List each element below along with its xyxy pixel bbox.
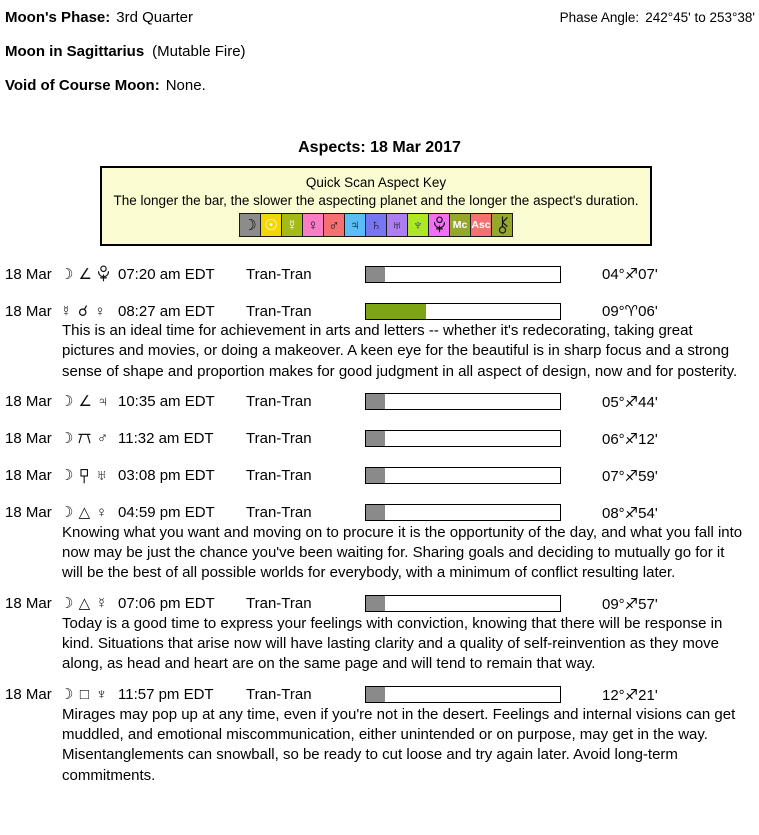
phase-angle-value: 242°45' to 253°38': [645, 10, 755, 25]
key-cell-jupiter: [345, 214, 366, 236]
square-icon: □: [79, 686, 89, 704]
trine-icon: △: [78, 504, 91, 522]
moon-icon: ☽: [60, 467, 74, 485]
sesquiquadrate-icon: [78, 468, 90, 484]
aspect-block: [0, 301, 759, 382]
pluto-icon: [97, 265, 110, 283]
aspect-symbols: [60, 265, 118, 283]
aspect-row: [0, 466, 759, 486]
aspect-description: This is an ideal time for achievement in arts and letters -- whether it's redecorating, taking great pictures and movies, or doing a makeover. A keen eye for the beautiful is in sharp focus and a strong sense of shape and proportion makes for good judgment in all aspect of design, now and for posterity.: [62, 322, 738, 380]
aspect-block: [0, 685, 759, 786]
moon-icon: ☽: [60, 686, 74, 704]
aspect-block: [0, 429, 759, 449]
moons-phase-label: Moon's Phase:: [5, 9, 111, 26]
duration-bar-fill: [366, 505, 385, 520]
aspect-position: 07°♐59': [602, 467, 658, 485]
aspect-row: [0, 685, 759, 705]
duration-bar: [365, 504, 561, 521]
duration-bar-fill: [366, 596, 385, 611]
aspect-type-label: Tran-Tran: [246, 467, 312, 485]
key-cell-saturn: [366, 214, 387, 236]
aspect-symbols: [60, 596, 118, 611]
ascendant-icon: Asc: [471, 218, 491, 231]
aspect-type-label: Tran-Tran: [246, 302, 312, 320]
aspect-block: [0, 264, 759, 284]
aspect-time: 07:06 pm EDT: [118, 595, 215, 613]
duration-bar-fill: [366, 468, 385, 483]
mercury-icon: ☿: [95, 595, 108, 613]
key-cell-midheaven: [450, 214, 471, 236]
duration-bar-fill: [366, 687, 385, 702]
conjunction-icon: ☌: [77, 302, 89, 320]
moon-sign-note: (Mutable Fire): [152, 43, 246, 60]
neptune-icon: ♆: [412, 216, 424, 234]
key-cell-neptune: [408, 214, 429, 236]
jupiter-icon: ♃: [97, 393, 109, 411]
pluto-icon: [97, 265, 110, 283]
aspect-date: 18 Mar: [5, 430, 52, 448]
aspect-date: 18 Mar: [5, 302, 52, 320]
aspect-block: [0, 392, 759, 412]
venus-icon: ♀: [95, 504, 108, 522]
phase-angle-label: Phase Angle:: [559, 10, 640, 25]
aspect-time: 10:35 am EDT: [118, 393, 215, 411]
aspect-key-strip: [239, 213, 513, 237]
duration-bar-fill: [366, 431, 385, 446]
aspect-block: [0, 466, 759, 486]
mars-icon: ♂: [96, 430, 109, 448]
aspect-type-label: Tran-Tran: [246, 686, 312, 704]
aspect-type-label: Tran-Tran: [246, 265, 312, 283]
key-cell-mercury: [282, 214, 303, 236]
key-cell-chiron: [492, 214, 512, 236]
aspect-symbols: [60, 304, 118, 319]
duration-bar-fill: [366, 304, 426, 319]
sun-icon: ☉: [264, 216, 278, 234]
duration-bar: [365, 303, 561, 320]
aspect-date: 18 Mar: [5, 595, 52, 613]
duration-bar: [365, 595, 561, 612]
key-cell-venus: [303, 214, 324, 236]
uranus-icon: ♅: [391, 216, 403, 234]
duration-bar: [365, 393, 561, 410]
aspect-key-box: [100, 166, 652, 246]
moon-icon: ☽: [60, 430, 74, 448]
aspect-time: 03:08 pm EDT: [118, 467, 215, 485]
aspect-type-label: Tran-Tran: [246, 504, 312, 522]
moon-icon: ☽: [60, 595, 74, 613]
void-of-course-value: None.: [165, 77, 206, 94]
aspects-title: Aspects: 18 Mar 2017: [298, 139, 461, 156]
aspect-time: 11:32 am EDT: [118, 430, 214, 448]
aspect-position: 06°♐12': [602, 430, 658, 448]
chiron-icon: [496, 216, 509, 234]
aspect-row: [0, 264, 759, 284]
aspect-symbols: [60, 687, 118, 702]
uranus-icon: ♅: [95, 467, 108, 485]
aspect-symbols: [60, 431, 118, 446]
midheaven-icon: Mc: [452, 218, 468, 231]
aspect-position: 09°♈06': [602, 303, 658, 320]
key-cell-sun: [261, 214, 282, 236]
void-of-course-label: Void of Course Moon:: [5, 77, 160, 94]
aspect-description: Knowing what you want and moving on to procure it is the opportunity of the day, and what you fall into now may be just the chance you've been waiting for. Sharing goals and deciding to mutually go for it will be the best of all possible worlds for everybody, with a minimum of conflict resulting later.: [62, 523, 743, 582]
duration-bar: [365, 430, 561, 447]
aspect-type-label: Tran-Tran: [246, 595, 312, 613]
key-cell-pluto: [429, 214, 450, 236]
duration-bar: [365, 686, 561, 703]
moons-phase-line: [5, 9, 193, 26]
aspect-block: [0, 594, 759, 675]
jupiter-icon: ♃: [349, 216, 361, 234]
sesquiquadrate-icon: [78, 468, 90, 484]
aspect-date: 18 Mar: [5, 393, 52, 411]
void-of-course-line: [0, 77, 759, 94]
aspect-time: 11:57 pm EDT: [118, 686, 214, 704]
key-cell-mars: [324, 214, 345, 236]
venus-icon: ♀: [94, 302, 106, 320]
aspect-date: 18 Mar: [5, 265, 52, 283]
duration-bar-fill: [366, 267, 385, 282]
key-cell-uranus: [387, 214, 408, 236]
aspect-symbols: [60, 394, 118, 409]
aspect-position: 04°♐07': [602, 266, 658, 283]
aspect-time: 07:20 am EDT: [118, 265, 215, 283]
quincunx-icon: [78, 433, 91, 444]
duration-bar-fill: [366, 394, 385, 409]
aspect-row: [0, 392, 759, 412]
duration-bar: [365, 266, 561, 283]
aspect-symbols: [60, 468, 118, 484]
aspect-row: [0, 429, 759, 449]
venus-icon: ♀: [307, 216, 319, 234]
saturn-icon: ♄: [370, 216, 382, 234]
moon-sign-label: Moon in Sagittarius: [5, 43, 145, 60]
mars-icon: ♂: [328, 216, 340, 234]
aspect-description: Today is a good time to express your feelings with conviction, knowing that there will be response in kind. Situations that arise now will have lasting clarity and a quality of self-reinvention as they move along, as head and heart are on the same page and will tend to remain that way.: [62, 614, 723, 673]
neptune-icon: ♆: [95, 686, 108, 704]
mercury-icon: ☿: [286, 216, 298, 234]
moon-icon: ☽: [60, 265, 74, 283]
aspect-key-subtitle: The longer the bar, the slower the aspecting planet and the longer the aspect's duration.: [113, 193, 639, 208]
aspect-description: Mirages may pop up at any time, even if you're not in the desert. Feelings and internal visions can get muddled, and emotional miscommunication, either unintended or on purpose, may get in the way. Misentanglements can snowball, so be ready to cut loose and try again later. Avoid long-term commitments.: [62, 705, 736, 784]
aspect-position: 08°♐54': [602, 504, 658, 522]
moon-sign-line: [0, 43, 759, 60]
moon-icon: ☽: [243, 216, 257, 234]
aspect-row: [0, 503, 759, 523]
aspect-time: 04:59 pm EDT: [118, 504, 215, 522]
quincunx-icon: [78, 433, 91, 444]
aspect-key-title: Quick Scan Aspect Key: [305, 175, 447, 190]
aspect-symbols: [60, 505, 118, 520]
aspect-list: [0, 264, 759, 786]
semisquare-icon: ∠: [78, 265, 92, 283]
aspect-position: 09°♐57': [602, 595, 658, 613]
aspect-block: [0, 503, 759, 584]
aspect-date: 18 Mar: [5, 467, 52, 485]
semisquare-icon: ∠: [78, 393, 92, 411]
aspect-position: 05°♐44': [602, 393, 658, 411]
duration-bar: [365, 467, 561, 484]
aspect-date: 18 Mar: [5, 686, 52, 704]
aspect-type-label: Tran-Tran: [246, 430, 312, 448]
mercury-icon: ☿: [60, 302, 72, 320]
moon-icon: ☽: [60, 393, 74, 411]
trine-icon: △: [78, 595, 91, 613]
top-header: [0, 9, 759, 26]
pluto-icon: [433, 216, 446, 234]
aspect-type-label: Tran-Tran: [246, 393, 312, 411]
aspect-date: 18 Mar: [5, 504, 52, 522]
aspect-position: 12°♐21': [602, 686, 658, 704]
aspect-row: [0, 594, 759, 614]
aspect-row: [0, 301, 759, 321]
key-cell-moon: [240, 214, 261, 236]
key-cell-ascendant: [471, 214, 492, 236]
aspect-time: 08:27 am EDT: [118, 302, 215, 320]
moons-phase-value: 3rd Quarter: [116, 9, 193, 26]
moon-icon: ☽: [60, 504, 74, 522]
phase-angle-line: [560, 9, 755, 25]
